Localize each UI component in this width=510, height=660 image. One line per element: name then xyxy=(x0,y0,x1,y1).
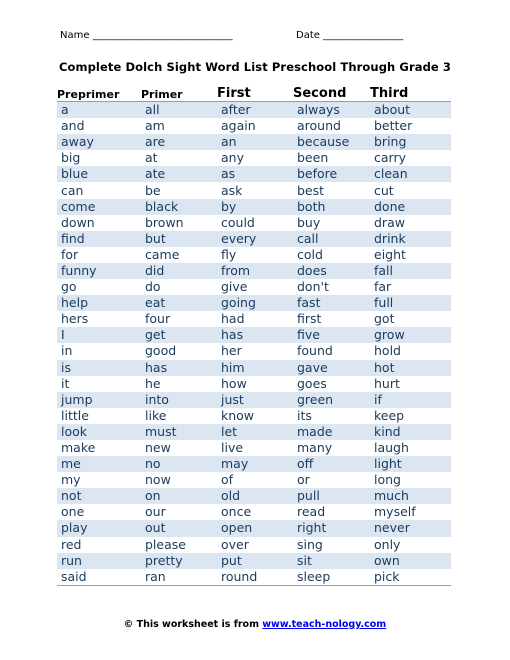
word-cell: sit xyxy=(293,553,370,569)
word-cell: kind xyxy=(370,424,451,440)
table-row xyxy=(57,134,451,150)
word-cell: if xyxy=(370,392,451,408)
word-cell: fast xyxy=(293,295,370,311)
word-cell: make xyxy=(57,440,141,456)
word-cell: from xyxy=(217,263,293,279)
word-cell: down xyxy=(57,215,141,231)
word-cell: own xyxy=(370,553,451,569)
word-cell: ask xyxy=(217,182,293,198)
footer-link[interactable]: www.teach-nology.com xyxy=(262,619,387,630)
word-cell: came xyxy=(141,247,217,263)
worksheet-title: Complete Dolch Sight Word List Preschool Through Grade 3 xyxy=(58,60,452,74)
word-cell: funny xyxy=(57,263,141,279)
word-cell: open xyxy=(217,520,293,536)
word-cell: find xyxy=(57,231,141,247)
table-row xyxy=(57,392,451,408)
table-row xyxy=(57,343,451,359)
word-cell: no xyxy=(141,456,217,472)
word-cell: don't xyxy=(293,279,370,295)
word-cell: said xyxy=(57,569,141,586)
word-cell: long xyxy=(370,472,451,488)
table-row xyxy=(57,504,451,520)
column-header-second: Second xyxy=(293,84,370,102)
word-cell: just xyxy=(217,392,293,408)
word-cell: pick xyxy=(370,569,451,586)
footer-credit xyxy=(0,619,510,630)
word-cell: fall xyxy=(370,263,451,279)
word-cell: ate xyxy=(141,166,217,182)
word-cell: fly xyxy=(217,247,293,263)
word-cell: out xyxy=(141,520,217,536)
word-cell: hot xyxy=(370,360,451,376)
word-cell: into xyxy=(141,392,217,408)
word-cell: like xyxy=(141,408,217,424)
table-row xyxy=(57,520,451,536)
word-cell: much xyxy=(370,488,451,504)
word-cell: by xyxy=(217,199,293,215)
word-cell: pretty xyxy=(141,553,217,569)
word-cell: in xyxy=(57,343,141,359)
name-field: Name ____________________________ xyxy=(60,30,233,41)
word-cell: better xyxy=(370,118,451,134)
word-cell: on xyxy=(141,488,217,504)
table-row xyxy=(57,537,451,553)
word-cell: are xyxy=(141,134,217,150)
word-cell: I xyxy=(57,327,141,343)
column-header-preprimer: Preprimer xyxy=(57,84,141,102)
word-cell: me xyxy=(57,456,141,472)
word-cell: light xyxy=(370,456,451,472)
word-cell: my xyxy=(57,472,141,488)
word-cell: help xyxy=(57,295,141,311)
word-cell: does xyxy=(293,263,370,279)
table-row xyxy=(57,199,451,215)
table-row xyxy=(57,263,451,279)
word-cell: old xyxy=(217,488,293,504)
table-row xyxy=(57,569,451,586)
word-cell: keep xyxy=(370,408,451,424)
word-cell: once xyxy=(217,504,293,520)
word-cell: and xyxy=(57,118,141,134)
table-row xyxy=(57,553,451,569)
word-cell: at xyxy=(141,150,217,166)
word-cell: around xyxy=(293,118,370,134)
word-cell: is xyxy=(57,360,141,376)
word-cell: know xyxy=(217,408,293,424)
word-cell: be xyxy=(141,182,217,198)
word-cell: good xyxy=(141,343,217,359)
word-cell: not xyxy=(57,488,141,504)
word-cell: black xyxy=(141,199,217,215)
word-cell: only xyxy=(370,537,451,553)
word-cell: hers xyxy=(57,311,141,327)
word-cell: cold xyxy=(293,247,370,263)
word-cell: five xyxy=(293,327,370,343)
sight-word-table xyxy=(57,84,451,586)
word-cell: got xyxy=(370,311,451,327)
table-row xyxy=(57,440,451,456)
word-cell: done xyxy=(370,199,451,215)
word-cell: bring xyxy=(370,134,451,150)
word-cell: little xyxy=(57,408,141,424)
word-cell: away xyxy=(57,134,141,150)
word-cell: cut xyxy=(370,182,451,198)
table-row xyxy=(57,118,451,134)
word-cell: call xyxy=(293,231,370,247)
word-cell: he xyxy=(141,376,217,392)
word-cell: new xyxy=(141,440,217,456)
word-cell: before xyxy=(293,166,370,182)
word-cell: pull xyxy=(293,488,370,504)
word-cell: best xyxy=(293,182,370,198)
table-row xyxy=(57,360,451,376)
table-row xyxy=(57,327,451,343)
word-cell: big xyxy=(57,150,141,166)
word-rows xyxy=(57,102,451,586)
word-cell: over xyxy=(217,537,293,553)
word-cell: carry xyxy=(370,150,451,166)
word-cell: myself xyxy=(370,504,451,520)
word-cell: been xyxy=(293,150,370,166)
word-cell: put xyxy=(217,553,293,569)
word-cell: laugh xyxy=(370,440,451,456)
word-cell: get xyxy=(141,327,217,343)
table-row xyxy=(57,472,451,488)
table-row xyxy=(57,215,451,231)
footer-text: © This worksheet is from xyxy=(123,619,263,630)
table-row xyxy=(57,166,451,182)
word-cell: full xyxy=(370,295,451,311)
word-cell: read xyxy=(293,504,370,520)
word-cell: hurt xyxy=(370,376,451,392)
table-header-row xyxy=(57,84,451,102)
word-cell: many xyxy=(293,440,370,456)
table-row xyxy=(57,456,451,472)
word-cell: every xyxy=(217,231,293,247)
column-header-first: First xyxy=(217,84,293,102)
word-cell: live xyxy=(217,440,293,456)
word-cell: look xyxy=(57,424,141,440)
word-cell: of xyxy=(217,472,293,488)
word-cell: off xyxy=(293,456,370,472)
word-cell: right xyxy=(293,520,370,536)
word-cell: sleep xyxy=(293,569,370,586)
word-cell: could xyxy=(217,215,293,231)
word-cell: now xyxy=(141,472,217,488)
word-cell: go xyxy=(57,279,141,295)
table-row xyxy=(57,102,451,119)
word-cell: made xyxy=(293,424,370,440)
word-cell: its xyxy=(293,408,370,424)
date-field: Date ________________ xyxy=(296,30,404,41)
table-row xyxy=(57,376,451,392)
word-cell: green xyxy=(293,392,370,408)
table-row xyxy=(57,408,451,424)
word-cell: any xyxy=(217,150,293,166)
word-cell: did xyxy=(141,263,217,279)
word-cell: after xyxy=(217,102,293,119)
word-cell: clean xyxy=(370,166,451,182)
word-cell: draw xyxy=(370,215,451,231)
word-cell: far xyxy=(370,279,451,295)
word-cell: both xyxy=(293,199,370,215)
word-cell: do xyxy=(141,279,217,295)
table-row xyxy=(57,182,451,198)
word-cell: blue xyxy=(57,166,141,182)
word-cell: found xyxy=(293,343,370,359)
word-cell: goes xyxy=(293,376,370,392)
word-cell: four xyxy=(141,311,217,327)
word-cell: buy xyxy=(293,215,370,231)
word-cell: brown xyxy=(141,215,217,231)
word-cell: because xyxy=(293,134,370,150)
word-cell: am xyxy=(141,118,217,134)
word-cell: must xyxy=(141,424,217,440)
word-cell: round xyxy=(217,569,293,586)
word-cell: it xyxy=(57,376,141,392)
word-cell: one xyxy=(57,504,141,520)
table-row xyxy=(57,295,451,311)
word-cell: ran xyxy=(141,569,217,586)
table-row xyxy=(57,150,451,166)
word-cell: jump xyxy=(57,392,141,408)
word-cell: an xyxy=(217,134,293,150)
word-cell: about xyxy=(370,102,451,119)
column-header-third: Third xyxy=(370,84,451,102)
word-cell: gave xyxy=(293,360,370,376)
word-cell: may xyxy=(217,456,293,472)
word-cell: play xyxy=(57,520,141,536)
word-cell: eat xyxy=(141,295,217,311)
word-cell: can xyxy=(57,182,141,198)
word-cell: give xyxy=(217,279,293,295)
word-cell: sing xyxy=(293,537,370,553)
word-cell: had xyxy=(217,311,293,327)
table-row xyxy=(57,424,451,440)
word-cell: again xyxy=(217,118,293,134)
table-row xyxy=(57,231,451,247)
word-cell: eight xyxy=(370,247,451,263)
word-cell: our xyxy=(141,504,217,520)
word-cell: as xyxy=(217,166,293,182)
word-cell: run xyxy=(57,553,141,569)
word-cell: come xyxy=(57,199,141,215)
word-cell: please xyxy=(141,537,217,553)
word-cell: never xyxy=(370,520,451,536)
word-cell: grow xyxy=(370,327,451,343)
table-row xyxy=(57,279,451,295)
word-cell: always xyxy=(293,102,370,119)
column-header-primer: Primer xyxy=(141,84,217,102)
word-cell: how xyxy=(217,376,293,392)
table-row xyxy=(57,488,451,504)
word-cell: her xyxy=(217,343,293,359)
word-cell: has xyxy=(141,360,217,376)
word-cell: red xyxy=(57,537,141,553)
word-cell: or xyxy=(293,472,370,488)
word-cell: all xyxy=(141,102,217,119)
word-cell: let xyxy=(217,424,293,440)
table-row xyxy=(57,247,451,263)
word-cell: drink xyxy=(370,231,451,247)
word-cell: for xyxy=(57,247,141,263)
word-cell: but xyxy=(141,231,217,247)
word-cell: a xyxy=(57,102,141,119)
word-cell: first xyxy=(293,311,370,327)
word-cell: him xyxy=(217,360,293,376)
word-cell: going xyxy=(217,295,293,311)
table-row xyxy=(57,311,451,327)
word-cell: hold xyxy=(370,343,451,359)
word-cell: has xyxy=(217,327,293,343)
